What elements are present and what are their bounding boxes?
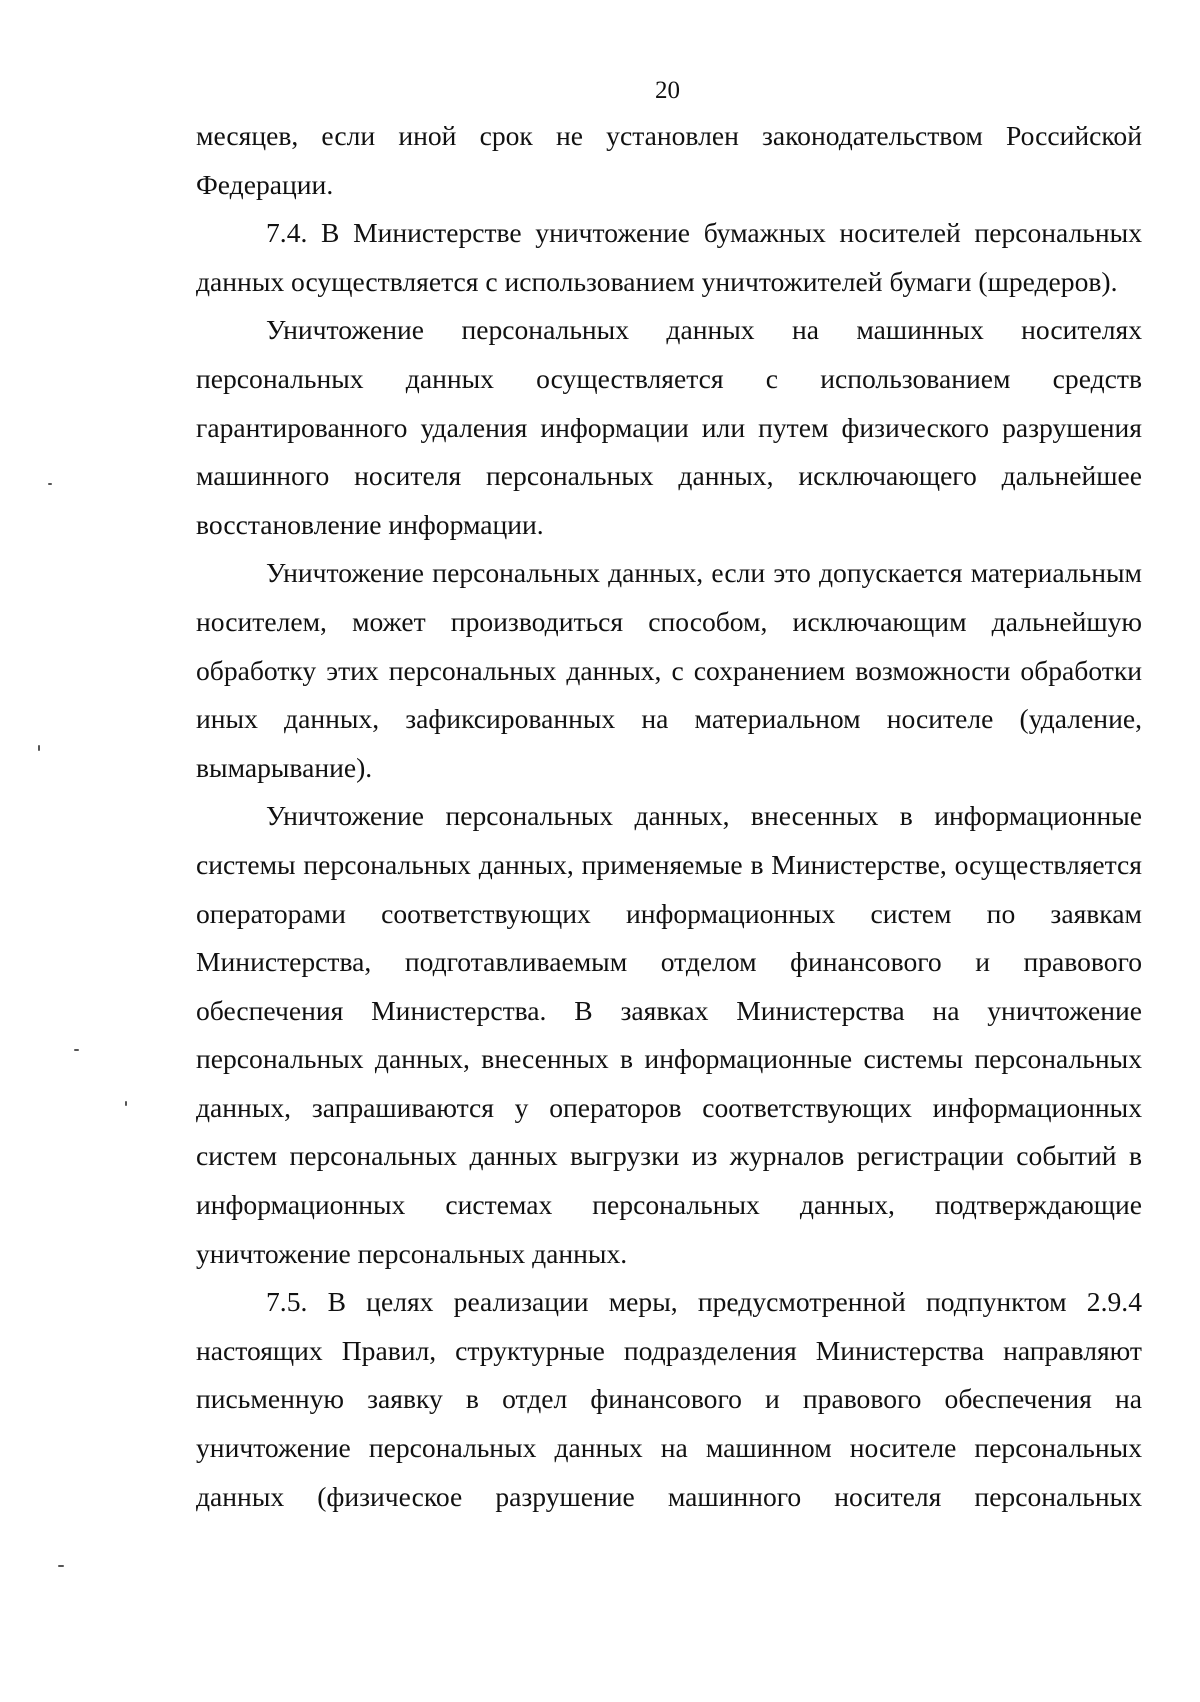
scan-speck xyxy=(125,1101,127,1106)
paragraph-machine-media-destruction: Уничтожение персональных данных на машинных носителях персональных данных осуществляется с использованием средств гарантированного удаления информации или путем физического разрушения машинного носителя персональных данных, исключающего дальнейшее восстановление информации. xyxy=(196,314,1142,540)
paragraph-7-5: 7.5. В целях реализации меры, предусмотренной подпунктом 2.9.4 настоящих Правил, структурные подразделения Министерства направляют письменную заявку в отдел финансового и правового обеспечения на уничтожение персональных данных на машинном носителе персональных данных (физическое разрушение машинного носителя персональных xyxy=(196,1286,1142,1512)
page-number: 20 xyxy=(655,77,680,104)
document-body xyxy=(196,112,1142,1521)
paragraph-material-media-destruction: Уничтожение персональных данных, если это допускается материальным носителем, может производиться способом, исключающим дальнейшую обработку этих персональных данных, с сохранением возможности обработки иных данных, зафиксированных на материальном носителе (удаление, вымарывание). xyxy=(196,557,1142,783)
paragraph-continuation: месяцев, если иной срок не установлен законодательством Российской Федерации. xyxy=(196,120,1142,200)
scan-speck xyxy=(38,745,40,751)
paragraph-7-4: 7.4. В Министерстве уничтожение бумажных носителей персональных данных осуществляется с использованием уничтожителей бумаги (шредеров). xyxy=(196,217,1142,297)
scan-speck xyxy=(74,1049,79,1051)
scan-speck xyxy=(48,483,52,485)
scan-speck xyxy=(58,1565,64,1567)
paragraph-information-systems-destruction: Уничтожение персональных данных, внесенных в информационные системы персональных данных, применяемые в Министерстве, осуществляется операторами соответствующих информационных систем по заявкам Министерства, подготавливаемым отделом финансового и правового обеспечения Министерства. В заявках Министерства на уничтожение персональных данных, внесенных в информационные системы персональных данных, запрашиваются у операторов соответствующих информационных систем персональных данных выгрузки из журналов регистрации событий в информационных системах персональных данных, подтверждающие уничтожение персональных данных. xyxy=(196,800,1142,1269)
